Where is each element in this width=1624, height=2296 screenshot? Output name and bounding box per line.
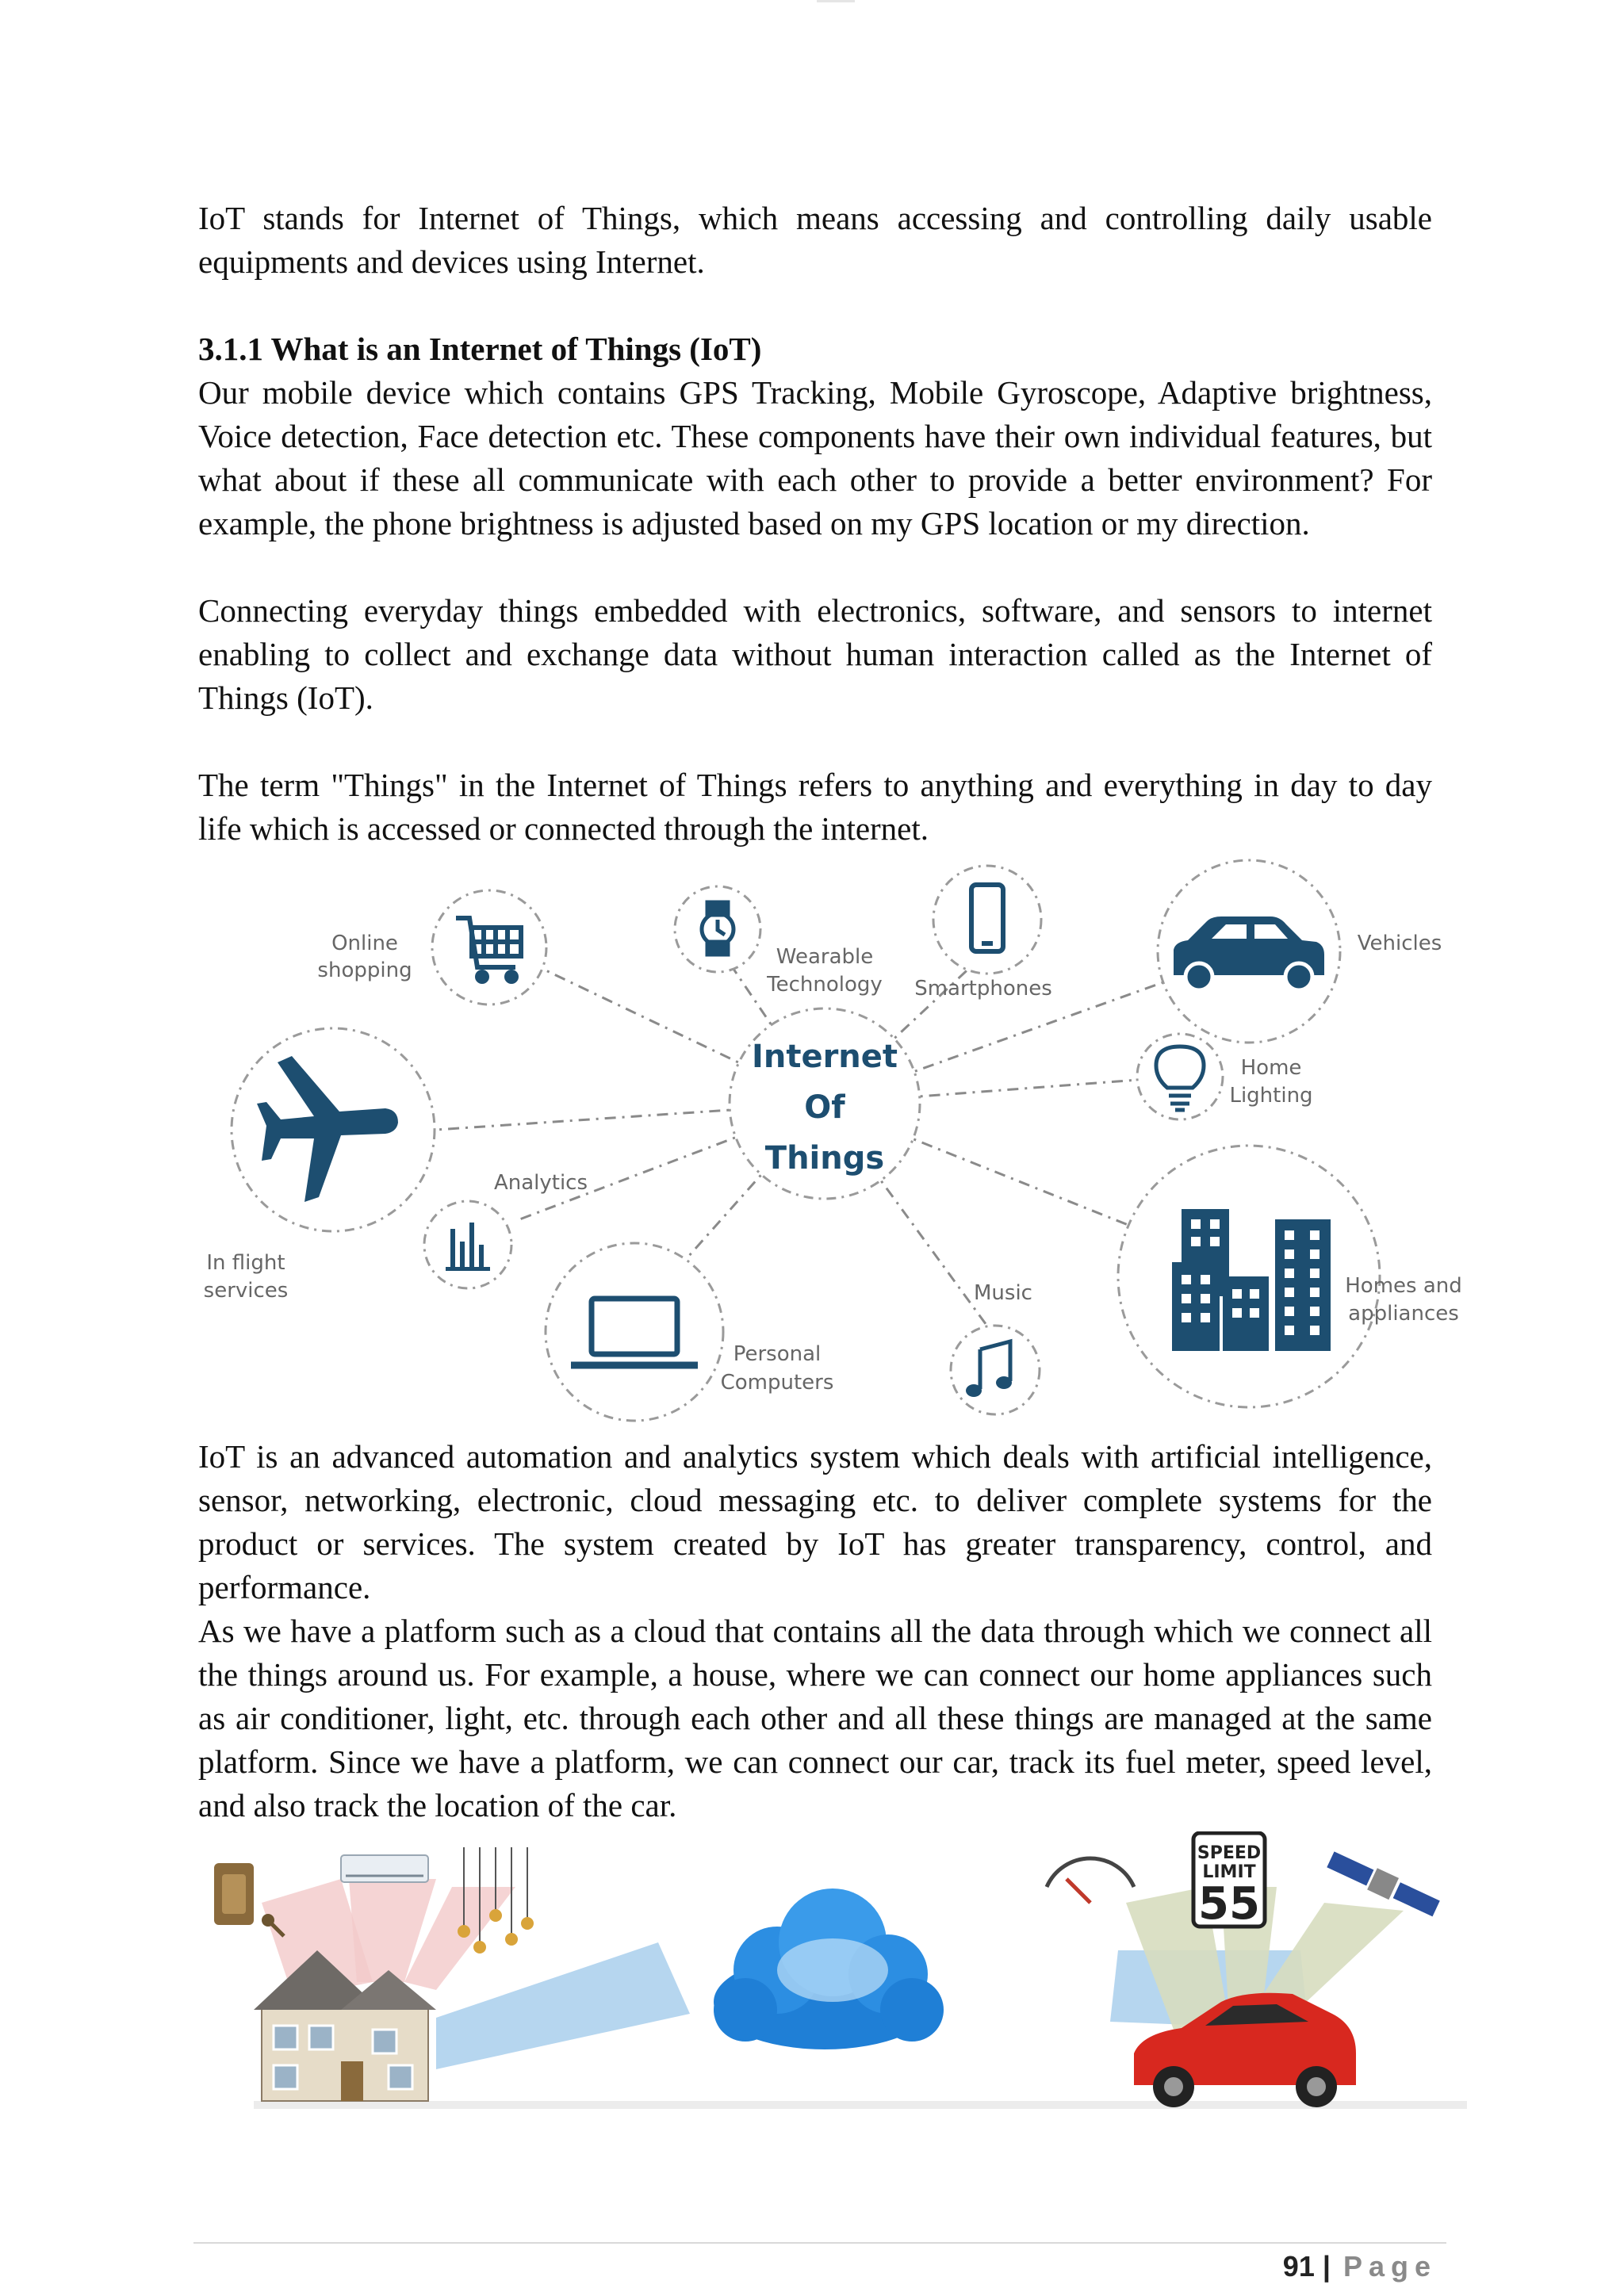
- house-beam: [436, 1942, 690, 2069]
- speed-limit-sign-icon: [1193, 1833, 1265, 1930]
- label-personal: Personal: [733, 1342, 822, 1366]
- sign-limit-text: LIMIT: [1202, 1862, 1256, 1882]
- label-wearable: Wearable: [776, 945, 874, 969]
- air-conditioner-icon: [341, 1855, 428, 1882]
- label-music: Music: [974, 1281, 1032, 1305]
- label-shopping: shopping: [317, 959, 412, 982]
- page-word: Page: [1342, 2250, 1437, 2283]
- smartphone-circle: [933, 866, 1041, 974]
- footer-separator: |: [1322, 2250, 1331, 2283]
- label-home: Home: [1240, 1056, 1302, 1080]
- paragraph-advanced-automation: IoT is an advanced automation and analytics system which deals with artificial intelligence, sensor, networking, electronic, cloud messaging etc. to deliver complete systems for the product or services. The system created by IoT has greater transparency, control, and performance.: [198, 1438, 1432, 1605]
- label-appliances: appliances: [1348, 1302, 1459, 1326]
- paragraph-term-things: The term "Things" in the Internet of Things refers to anything and everything in day to day life which is accessed or connected through the internet.: [198, 767, 1432, 847]
- top-mark: [817, 0, 855, 2]
- label-in-flight: In flight: [206, 1251, 285, 1275]
- section-heading: 3.1.1 What is an Internet of Things (IoT): [198, 331, 762, 367]
- paragraph-cloud-platform: As we have a platform such as a cloud that contains all the data through which we connect all the things around us. For example, a house, where we can connect our home appliances such as air conditioner, light, etc. through each other and all these things are managed at the same platform. Since we have a platform, we can connect our car, track its fuel meter, speed level, and also track the location of the car.: [198, 1613, 1432, 1823]
- sign-number-text: 55: [1198, 1878, 1260, 1930]
- label-online: Online: [331, 932, 398, 955]
- intro-paragraph: IoT stands for Internet of Things, which means accessing and controlling daily usable equipments and devices using Internet.: [198, 200, 1432, 280]
- paragraph-connecting-things: Connecting everyday things embedded with electronics, software, and sensors to internet enabling to collect and exchange data without human interaction called as the Internet of Things (IoT).: [198, 592, 1432, 716]
- footer-divider: [193, 2242, 1446, 2244]
- paragraph-mobile-device: Our mobile device which contains GPS Tracking, Mobile Gyroscope, Adaptive brightness, Voice detection, Face detection etc. These components have their own individual features, but what about if these all communicate with each other to provide a better environment? For example, the phone brightness is adjusted based on my GPS location or my direction.: [198, 374, 1432, 541]
- label-services: services: [203, 1279, 289, 1303]
- cloud-icon: [714, 1888, 944, 2049]
- label-homes-and: Homes and: [1345, 1274, 1462, 1298]
- label-analytics: Analytics: [493, 1171, 588, 1195]
- page-footer: [1283, 2250, 1437, 2283]
- center-line-3: Things: [764, 1140, 885, 1177]
- speedometer-icon: [1047, 1858, 1134, 1903]
- label-computers: Computers: [720, 1371, 834, 1395]
- label-vehicles: Vehicles: [1357, 932, 1442, 955]
- iot-diagram: [198, 856, 1475, 1427]
- music-circle: [951, 1326, 1040, 1414]
- label-lighting: Lighting: [1229, 1084, 1313, 1108]
- shopping-circle: [432, 890, 546, 1004]
- center-line-2: Of: [804, 1089, 845, 1126]
- smart-home-cloud-car-illustration: [198, 1831, 1475, 2125]
- label-technology: Technology: [767, 973, 883, 997]
- analytics-circle: [424, 1201, 511, 1288]
- center-line-1: Internet: [751, 1039, 898, 1075]
- computer-circle: [546, 1243, 723, 1421]
- sign-speed-text: SPEED: [1197, 1843, 1262, 1863]
- page-number: 91: [1282, 2250, 1315, 2283]
- ground: [254, 2101, 1467, 2109]
- label-smartphones: Smartphones: [914, 977, 1052, 1001]
